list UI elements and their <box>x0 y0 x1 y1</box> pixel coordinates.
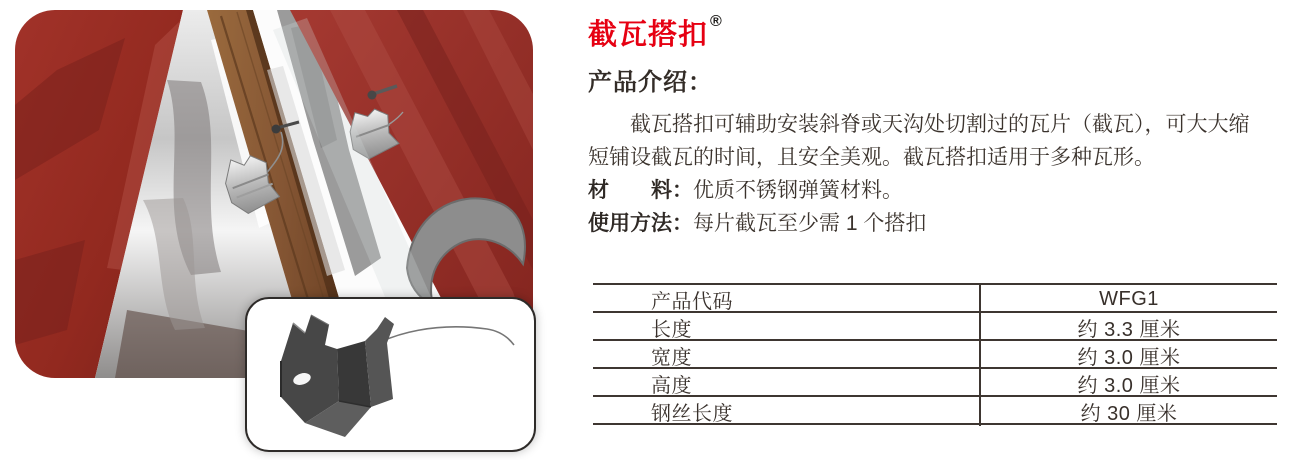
product-title-text: 截瓦搭扣 <box>588 19 709 51</box>
spec-value-width: 约 3.0 厘米 <box>1077 347 1181 369</box>
table-row <box>593 369 1277 397</box>
intro-heading: 产品介绍： <box>588 69 713 96</box>
usage-value: 每片截瓦至少需 1 个搭扣 <box>693 212 927 235</box>
spec-label-width: 宽度 <box>593 341 981 370</box>
table-row <box>593 341 1277 369</box>
material-label: 材 料： <box>588 179 693 202</box>
intro-paragraph-line-2: 短铺设截瓦的时间，且安全美观。截瓦搭扣适用于多种瓦形。 <box>588 146 1155 169</box>
intro-paragraph-line-1: 截瓦搭扣可辅助安装斜脊或天沟处切割过的瓦片（截瓦），可大大缩 <box>630 113 1250 136</box>
spec-value-height: 约 3.0 厘米 <box>1077 375 1181 397</box>
spec-value-wire-length: 约 30 厘米 <box>1080 403 1178 425</box>
registered-trademark-symbol: ® <box>710 13 722 30</box>
spec-label-wire-length: 钢丝长度 <box>593 397 981 426</box>
spec-label-height: 高度 <box>593 369 981 398</box>
spec-table <box>593 283 1277 425</box>
usage-line <box>588 207 1294 240</box>
usage-label: 使用方法： <box>588 212 693 235</box>
table-row <box>593 397 1277 425</box>
spec-value-length: 约 3.3 厘米 <box>1077 319 1181 341</box>
material-line <box>588 174 1294 207</box>
tile-clip-graphic <box>247 299 534 450</box>
product-inset-photo <box>245 297 536 452</box>
material-value: 优质不锈钢弹簧材料。 <box>693 179 903 202</box>
spec-label-product-code: 产品代码 <box>593 285 981 314</box>
table-row <box>593 285 1277 313</box>
spec-label-length: 长度 <box>593 313 981 342</box>
product-title <box>588 12 722 53</box>
table-row <box>593 313 1277 341</box>
spec-value-product-code: WFG1 <box>1099 288 1159 310</box>
intro-body <box>588 108 1294 240</box>
